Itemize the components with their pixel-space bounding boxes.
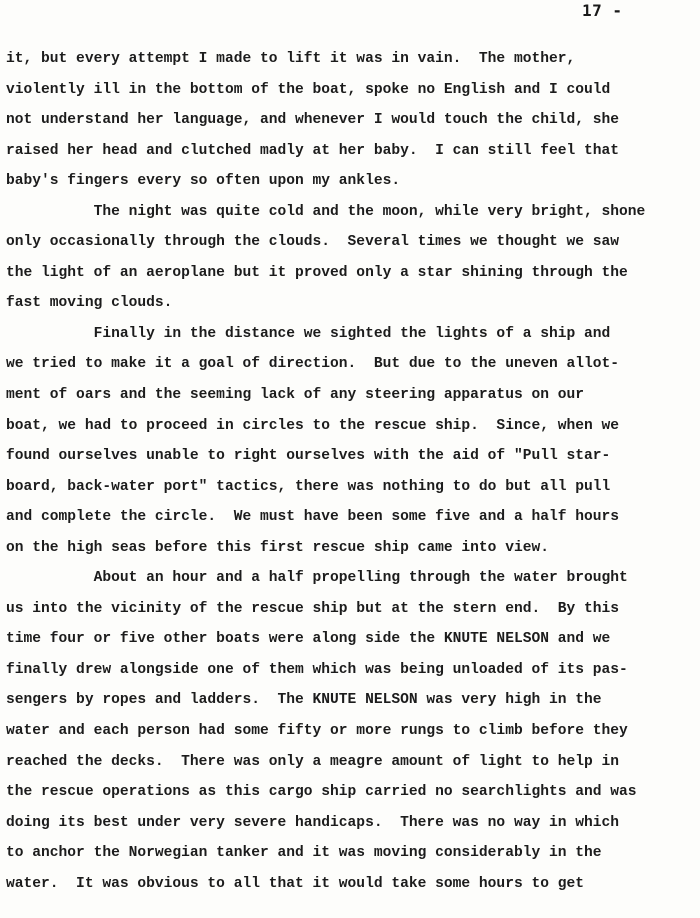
page-number: 17 -	[582, 1, 623, 20]
text-line: finally drew alongside one of them which was being unloaded of its pas-	[6, 661, 628, 678]
text-line: ment of oars and the seeming lack of any steering apparatus on our	[6, 387, 585, 404]
text-line: us into the vicinity of the rescue ship but at the stern end. By this	[6, 600, 620, 617]
text-line: on the high seas before this first rescue ship came into view.	[6, 539, 549, 556]
text-line: water. It was obvious to all that it would take some hours to get	[6, 875, 585, 892]
text-line: the light of an aeroplane but it proved only a star shining through the	[6, 264, 628, 281]
text-line: boat, we had to proceed in circles to the rescue ship. Since, when we	[6, 417, 620, 434]
text-line: it, but every attempt I made to lift it was in vain. The mother,	[6, 51, 576, 67]
text-line: board, back-water port" tactics, there was nothing to do but all pull	[6, 478, 611, 495]
text-line: the rescue operations as this cargo ship carried no searchlights and was	[6, 784, 637, 801]
text-line: The night was quite cold and the moon, while very bright, shone	[6, 203, 646, 220]
text-line: doing its best under very severe handicaps. There was no way in which	[6, 814, 620, 831]
text-line: only occasionally through the clouds. Several times we thought we saw	[6, 234, 620, 251]
text-line: violently ill in the bottom of the boat, spoke no English and I could	[6, 81, 611, 98]
body-text	[6, 44, 696, 899]
text-line: raised her head and clutched madly at her baby. I can still feel that	[6, 142, 620, 159]
text-line: water and each person had some fifty or more rungs to climb before they	[6, 723, 628, 740]
text-line: and complete the circle. We must have been some five and a half hours	[6, 509, 620, 526]
text-line: not understand her language, and whenever I would touch the child, she	[6, 112, 620, 129]
text-line: found ourselves unable to right ourselves with the aid of "Pull star-	[6, 448, 611, 465]
text-line: About an hour and a half propelling through the water brought	[6, 570, 628, 587]
text-line: reached the decks. There was only a meagre amount of light to help in	[6, 753, 620, 770]
text-line: we tried to make it a goal of direction. But due to the uneven allot-	[6, 356, 620, 373]
text-line: time four or five other boats were along side the KNUTE NELSON and we	[6, 631, 611, 648]
text-line: fast moving clouds.	[6, 295, 173, 312]
text-line: baby's fingers every so often upon my ankles.	[6, 173, 401, 190]
text-line: Finally in the distance we sighted the lights of a ship and	[6, 325, 611, 342]
text-line: to anchor the Norwegian tanker and it was moving considerably in the	[6, 845, 602, 862]
text-line: sengers by ropes and ladders. The KNUTE NELSON was very high in the	[6, 692, 602, 709]
